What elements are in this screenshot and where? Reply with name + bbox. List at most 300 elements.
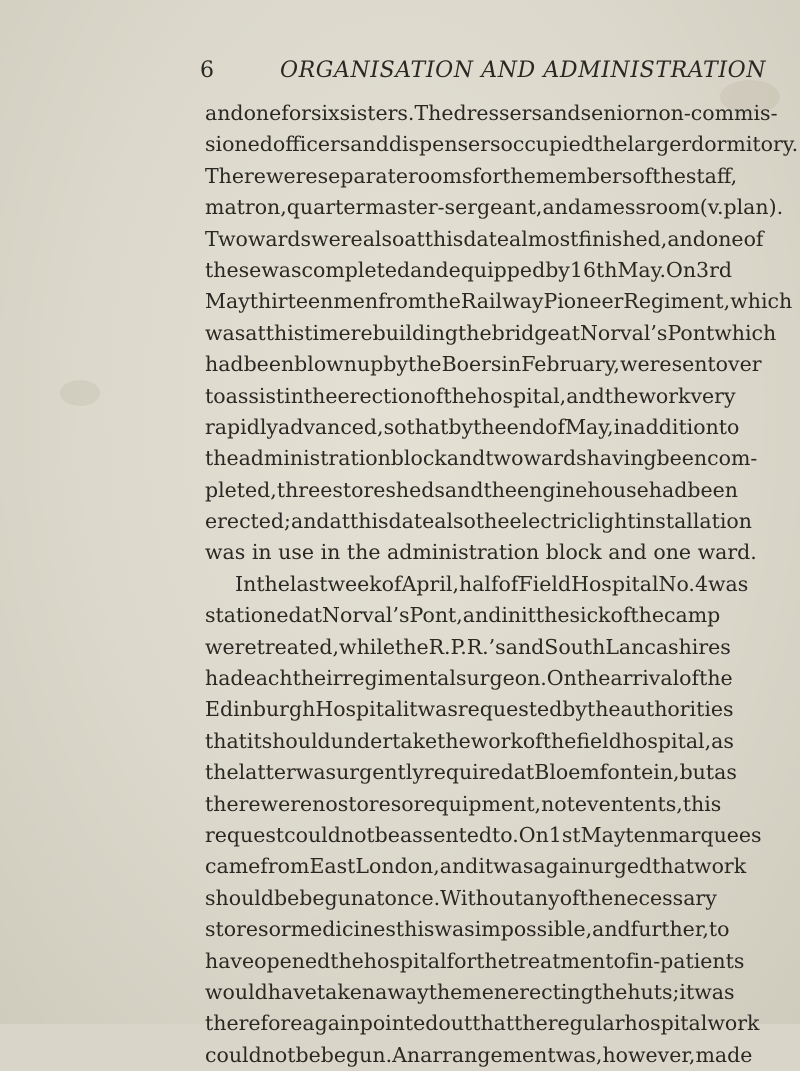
word: On (666, 257, 697, 282)
running-header (200, 58, 767, 92)
word: and (592, 917, 631, 942)
word: in (501, 352, 522, 377)
word: the (542, 728, 577, 753)
word: it (402, 697, 418, 722)
word: for (281, 101, 311, 125)
word: the (407, 352, 442, 377)
text-line (205, 914, 730, 945)
word: hospital, (621, 728, 712, 753)
word: quartermaster-sergeant, (286, 195, 543, 220)
word: the (428, 979, 463, 1004)
word: two (485, 446, 524, 471)
word: The (414, 101, 454, 125)
word: had (648, 477, 688, 502)
word: again (533, 854, 591, 879)
word: the (630, 603, 664, 628)
word: and (542, 101, 581, 125)
word: be (273, 885, 300, 910)
word: sheds (385, 477, 445, 502)
word: for (472, 163, 503, 188)
word: arrival (610, 666, 680, 691)
word: administration (238, 446, 391, 471)
word: of (632, 163, 653, 188)
word: and (350, 132, 389, 157)
text-line (205, 569, 749, 600)
word: men (333, 289, 379, 314)
word: urged (590, 854, 653, 879)
word: dressers (453, 101, 542, 125)
word: block (390, 446, 447, 471)
word: this (424, 226, 464, 251)
word: the (483, 477, 518, 502)
word: it (246, 728, 262, 753)
word: 4 (694, 571, 708, 596)
word: the (604, 383, 639, 408)
word: or (268, 917, 291, 942)
word: stores (337, 791, 402, 816)
word: to (718, 414, 740, 439)
word: house (587, 477, 649, 502)
word: in (613, 414, 634, 439)
word: ; (284, 509, 291, 534)
word: rooms (407, 163, 473, 188)
word: last (289, 571, 328, 596)
word: Norval’s (579, 320, 668, 345)
word: in (320, 540, 341, 565)
word: at (245, 320, 266, 345)
word: taken (316, 979, 376, 1004)
word: as (714, 760, 737, 785)
word: again (302, 1011, 360, 1036)
word: camp (664, 603, 721, 628)
word: pleted, (205, 477, 277, 502)
word: and (608, 540, 647, 565)
word: could (205, 1042, 262, 1067)
text-line (205, 820, 762, 851)
word: staff, (685, 163, 738, 188)
word: and (439, 854, 479, 879)
text-line (205, 129, 799, 160)
word: six (310, 101, 340, 125)
word: February, (521, 352, 620, 377)
word: and (505, 634, 545, 659)
word: the (443, 383, 477, 408)
word: week (327, 571, 382, 596)
word: Bloemfontein, (534, 760, 680, 785)
word: were (265, 163, 318, 188)
word: senior (580, 101, 646, 125)
word: very (690, 383, 736, 408)
word: medicines (290, 917, 396, 942)
word: even (574, 791, 624, 816)
word: blown (294, 352, 357, 377)
word: assented (399, 822, 493, 847)
word: messroom (593, 195, 700, 220)
word: and (446, 446, 486, 471)
word: 1st (548, 822, 581, 847)
word: and (290, 509, 330, 534)
word: Lancashires (605, 634, 731, 659)
word: was (694, 979, 735, 1004)
text-line (205, 851, 747, 882)
word: East (309, 854, 356, 879)
word: sent (671, 352, 716, 377)
word: was (205, 540, 246, 565)
word: and (667, 226, 706, 251)
word: assist (225, 383, 285, 408)
word: it (679, 979, 695, 1004)
word: should (205, 885, 274, 910)
word: was (434, 917, 475, 942)
word: begun (299, 885, 365, 910)
word: have (267, 979, 317, 1004)
word: time (304, 320, 351, 345)
word: request (205, 822, 285, 847)
word: date (388, 509, 435, 534)
word: each (243, 666, 293, 691)
text-line (205, 883, 715, 914)
word: begun. (320, 1042, 393, 1067)
text-line (205, 224, 764, 255)
word: out (438, 1011, 473, 1036)
word: com- (707, 446, 758, 471)
word: advanced, (277, 414, 384, 439)
word: authorities (620, 697, 734, 722)
word: was (261, 257, 302, 282)
word: have (205, 948, 255, 973)
word: over (715, 352, 762, 377)
word: which (714, 320, 777, 345)
word: had (205, 352, 244, 377)
word: also (434, 509, 476, 534)
word: one (243, 101, 282, 125)
text-line (205, 412, 740, 443)
word: May, (565, 414, 614, 439)
word: that (205, 728, 247, 753)
word: stores (205, 917, 269, 942)
word: pointed (359, 1011, 439, 1036)
word: hospital (363, 948, 447, 973)
word: were (260, 791, 313, 816)
text-line (205, 381, 736, 412)
word: 3rd (696, 257, 733, 282)
word: the (330, 948, 364, 973)
word: by (383, 352, 408, 377)
body-text (205, 98, 799, 1071)
word: On (546, 666, 577, 691)
word: non-commis- (645, 101, 778, 125)
word: administration (387, 540, 540, 565)
word: the (437, 728, 471, 753)
word: made (695, 1042, 753, 1067)
word: wards (247, 226, 312, 251)
text-line (205, 443, 758, 474)
word: work (694, 854, 747, 879)
word: that (406, 414, 449, 439)
word: was (493, 854, 534, 879)
word: at (364, 885, 385, 910)
word: there (205, 791, 261, 816)
word: was, (555, 1042, 603, 1067)
word: the (205, 760, 239, 785)
word: by (562, 697, 587, 722)
word: also (362, 226, 405, 251)
word: Field (518, 571, 572, 596)
word: that (652, 854, 695, 879)
page-number: 6 (200, 58, 215, 83)
text-line (205, 977, 735, 1008)
word: half (458, 571, 499, 596)
word: of (743, 226, 764, 251)
word: Pont (667, 320, 715, 345)
word: necessary (613, 885, 717, 910)
word: in (501, 603, 522, 628)
word: Norval’s (322, 603, 410, 628)
word: up (356, 352, 384, 377)
word: erecting (507, 979, 594, 1004)
word: ward. (697, 540, 757, 565)
word: one (705, 226, 744, 251)
word: No. (658, 571, 695, 596)
word: hospital, (476, 383, 567, 408)
word: the (586, 697, 621, 722)
word: were (619, 352, 672, 377)
word: ten (625, 822, 659, 847)
word: the (427, 289, 461, 314)
word: to (205, 383, 226, 408)
word: of (613, 948, 634, 973)
word: rapidly (205, 414, 278, 439)
word: at (559, 320, 580, 345)
word: of (423, 383, 444, 408)
word: would (205, 979, 268, 1004)
word: of (545, 414, 566, 439)
word: separate (317, 163, 408, 188)
word: larger (627, 132, 692, 157)
word: not (541, 791, 575, 816)
word: and (462, 603, 502, 628)
word: for (446, 948, 477, 973)
word: hospital (624, 1011, 708, 1036)
text-line (205, 192, 784, 223)
word: the (346, 540, 381, 565)
word: of (610, 603, 631, 628)
word: the (576, 666, 611, 691)
word: the (458, 320, 492, 345)
word: London, (355, 854, 440, 879)
word: the (395, 634, 429, 659)
word: the (473, 414, 507, 439)
word: it (521, 603, 536, 628)
word: Regiment, (623, 289, 731, 314)
word: these (205, 257, 262, 282)
word: electric (509, 509, 588, 534)
paper-smudge (60, 380, 100, 406)
word: regular (547, 1011, 625, 1036)
word: arrangement (420, 1042, 556, 1067)
word: men (462, 979, 508, 1004)
word: was (708, 571, 749, 596)
word: been (243, 352, 295, 377)
word: equipment, (423, 791, 542, 816)
text-line (205, 1008, 760, 1039)
word: in (284, 383, 304, 408)
word: and (444, 477, 484, 502)
word: not (261, 1042, 296, 1067)
text-line (205, 789, 722, 820)
word: In (235, 571, 257, 596)
word: matron, (205, 195, 287, 220)
word: Two (205, 226, 248, 251)
word: An (392, 1042, 421, 1067)
word: and (542, 195, 582, 220)
word: addition (633, 414, 719, 439)
word: at (513, 760, 535, 785)
word: should (261, 728, 331, 753)
word: Hospital (315, 697, 403, 722)
word: block (545, 540, 602, 565)
word: work (470, 728, 523, 753)
word: were (205, 634, 257, 659)
word: this (682, 791, 722, 816)
word: stationed (205, 603, 302, 628)
word: in-patients (633, 948, 745, 973)
word: was (205, 320, 246, 345)
word: work (638, 383, 691, 408)
word: be (295, 1042, 321, 1067)
word: were (311, 226, 363, 251)
text-line (205, 946, 745, 977)
word: to (708, 917, 730, 942)
word: was (295, 760, 337, 785)
text-line (205, 757, 737, 788)
word: and (205, 101, 244, 125)
text-line (205, 537, 757, 568)
word: of (559, 885, 580, 910)
word: having (586, 446, 657, 471)
word: the (256, 571, 290, 596)
word: end (506, 414, 546, 439)
text-line (205, 726, 734, 757)
word: marquees (658, 822, 762, 847)
word: Pioneer (543, 289, 624, 314)
word: engine (517, 477, 588, 502)
word: further, (630, 917, 709, 942)
word: field (576, 728, 622, 753)
word: regimental (342, 666, 456, 691)
word: tents, (623, 791, 683, 816)
word: surgeon. (455, 666, 547, 691)
word: store (332, 477, 386, 502)
word: urgently (336, 760, 424, 785)
word: dispensers (388, 132, 501, 157)
word: this (395, 917, 435, 942)
text-line (205, 632, 731, 663)
text-line (205, 349, 762, 380)
word: of (522, 728, 543, 753)
word: the (502, 163, 536, 188)
word: almost (509, 226, 579, 251)
word: Hospital (571, 571, 659, 596)
word: been (656, 446, 708, 471)
word: from (378, 289, 428, 314)
word: as (711, 728, 734, 753)
word: which (730, 289, 793, 314)
word: of (498, 571, 519, 596)
word: wards (523, 446, 587, 471)
word: required (423, 760, 514, 785)
word: at (329, 509, 350, 534)
word: while (339, 634, 396, 659)
word: their (292, 666, 343, 691)
word: no (312, 791, 338, 816)
text-line (205, 600, 721, 631)
word: sioned (205, 132, 273, 157)
text-line (205, 318, 777, 349)
word: opened (254, 948, 331, 973)
word: erected (205, 509, 285, 534)
word: this (350, 509, 389, 534)
word: from (260, 854, 310, 879)
word: the (535, 603, 570, 628)
word: the (514, 1011, 548, 1036)
word: April, (401, 571, 459, 596)
word: South (544, 634, 606, 659)
word: Railway (460, 289, 544, 314)
word: the (476, 948, 510, 973)
word: Without (440, 885, 523, 910)
word: the (593, 979, 628, 1004)
word: Edinburgh (205, 697, 316, 722)
word: There (205, 163, 266, 188)
word: could (284, 822, 341, 847)
word: plan). (723, 195, 784, 220)
word: in (251, 540, 272, 565)
word: treated, (256, 634, 340, 659)
word: not (340, 822, 375, 847)
word: Boers (441, 352, 502, 377)
word: and (566, 383, 605, 408)
word: sick (569, 603, 611, 628)
word: members (535, 163, 633, 188)
word: however, (602, 1042, 696, 1067)
word: or (401, 791, 424, 816)
word: installation (635, 509, 752, 534)
word: light (587, 509, 636, 534)
text-line (205, 286, 793, 317)
word: treatment (509, 948, 614, 973)
word: one (653, 540, 692, 565)
word: the (205, 446, 239, 471)
text-line (205, 475, 738, 506)
word: huts; (627, 979, 680, 1004)
word: three (276, 477, 333, 502)
word: so (383, 414, 407, 439)
word: the (303, 383, 338, 408)
word: latter (238, 760, 296, 785)
text-line (205, 161, 738, 192)
word: therefore (205, 1011, 303, 1036)
word: this (265, 320, 305, 345)
word: erection (337, 383, 424, 408)
word: bridge (491, 320, 560, 345)
text-line (205, 663, 733, 694)
text-line (205, 506, 752, 537)
word: at (404, 226, 425, 251)
word: the (579, 885, 614, 910)
word: by (545, 257, 570, 282)
word: R.P.R.’s (428, 634, 506, 659)
